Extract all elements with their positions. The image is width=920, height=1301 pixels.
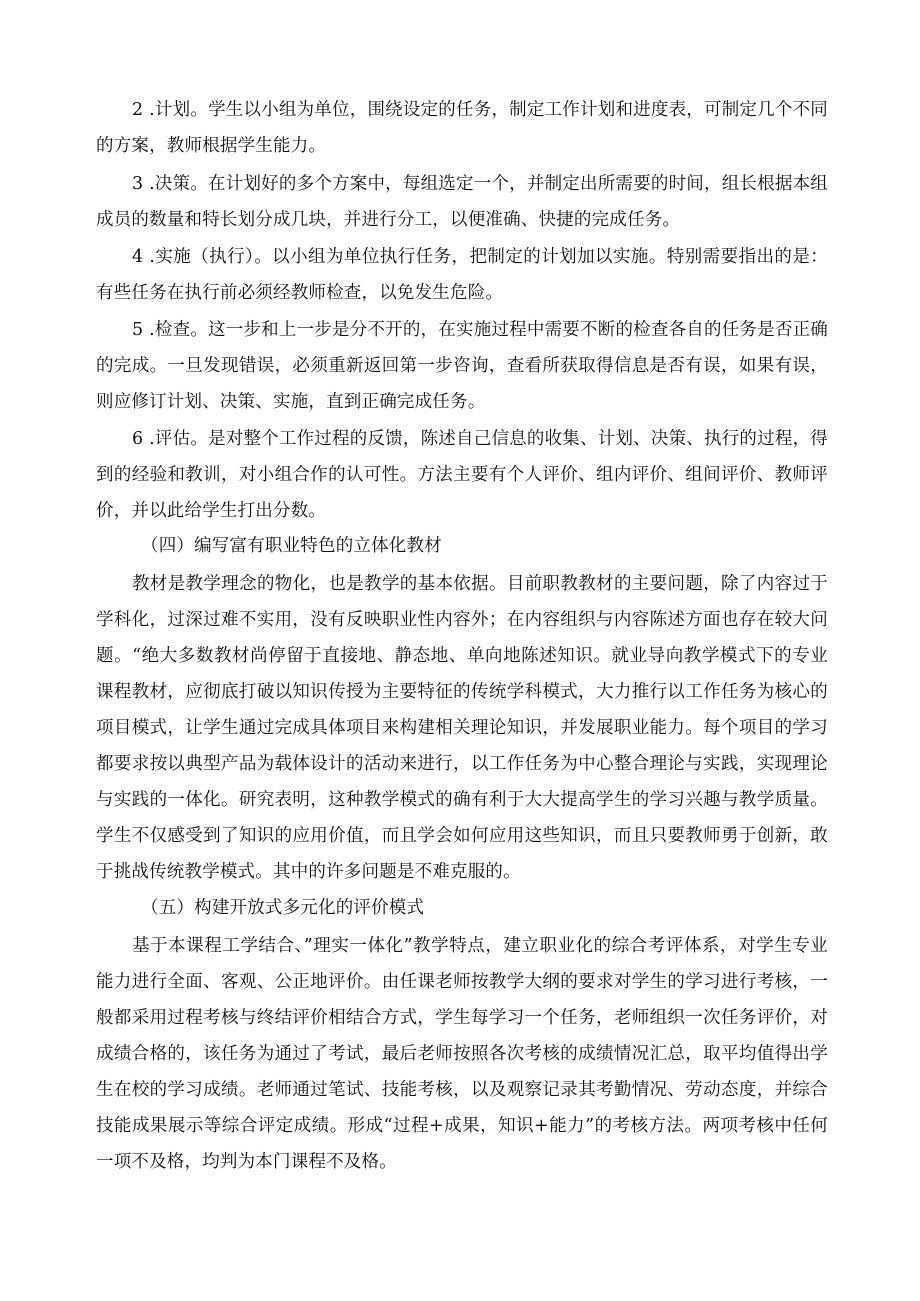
paragraph-evaluate-step: 6 .评估。是对整个工作过程的反馈，陈述自己信息的收集、计划、决策、执行的过程，得到的经验和教训，对小组合作的认可性。方法主要有个人评价、组内评价、组间评价、教师评价，并以此给学生打出分数。: [96, 429, 828, 521]
section-heading-assessment: （五）构建开放式多元化的评价模式: [141, 898, 425, 918]
paragraph-assessment: 基于本课程工学结合、”理实一体化”教学特点，建立职业化的综合考评体系，对学生专业能力进行全面、客观、公正地评价。由任课老师按教学大纲的要求对学生的学习进行考核，一般都采用过程考核与终结评价相结合方式，学生每学习一个任务，老师组织一次任务评价，对成绩合格的，该任务为通过了考试，最后老师按照各次考核的成绩情况汇总，取平均值得出学生在校的学习成绩。老师通过笔试、技能考核，以及观察记录其考勤情况、劳动态度，并综合技能成果展示等综合评定成绩。形成“过程+成果，知识+能力”的考核方法。两项考核中任何一项不及格，均判为本门课程不及格。: [96, 936, 828, 1172]
paragraph-plan-step: 2 .计划。学生以小组为单位，围绕设定的任务，制定工作计划和进度表，可制定几个不同的方案，教师根据学生能力。: [96, 100, 828, 156]
paragraph-decision-step: 3 .决策。在计划好的多个方案中，每组选定一个，并制定出所需要的时间，组长根据本组成员的数量和特长划分成几块，并进行分工，以便准确、快捷的完成任务。: [96, 174, 828, 230]
paragraph-textbook: 教材是教学理念的物化，也是教学的基本依据。目前职教教材的主要问题，除了内容过于学科化，过深过难不实用，没有反映职业性内容外；在内容组织与内容陈述方面也存在较大问题。“绝大多数教材尚停留于直接地、静态地、单向地陈述知识。就业导向教学模式下的专业课程教材，应彻底打破以知识传授为主要特征的传统学科模式，大力推行以工作任务为核心的项目模式，让学生通过完成具体项目来构建相关理论知识，并发展职业能力。每个项目的学习都要求按以典型产品为载体设计的活动来进行，以工作任务为中心整合理论与实践，实现理论与实践的一体化。研究表明，这种教学模式的确有利于大大提高学生的学习兴趣与教学质量。学生不仅感受到了知识的应用价值，而且学会如何应用这些知识，而且只要教师勇于创新，敢于挑战传统教学模式。其中的许多问题是不难克服的。: [96, 574, 828, 882]
paragraph-implement-step: 4 .实施（执行）。以小组为单位执行任务，把制定的计划加以实施。特别需要指出的是：有些任务在执行前必须经教师检查，以免发生危险。: [96, 247, 828, 303]
section-heading-textbook: （四）编写富有职业特色的立体化教材: [141, 536, 442, 556]
paragraph-check-step: 5 .检查。这一步和上一步是分不开的，在实施过程中需要不断的检查各自的任务是否正确的完成。一旦发现错误，必须重新返回第一步咨询，查看所获取得信息是否有误，如果有误，则应修订计划、决策、实施，直到正确完成任务。: [96, 320, 828, 412]
